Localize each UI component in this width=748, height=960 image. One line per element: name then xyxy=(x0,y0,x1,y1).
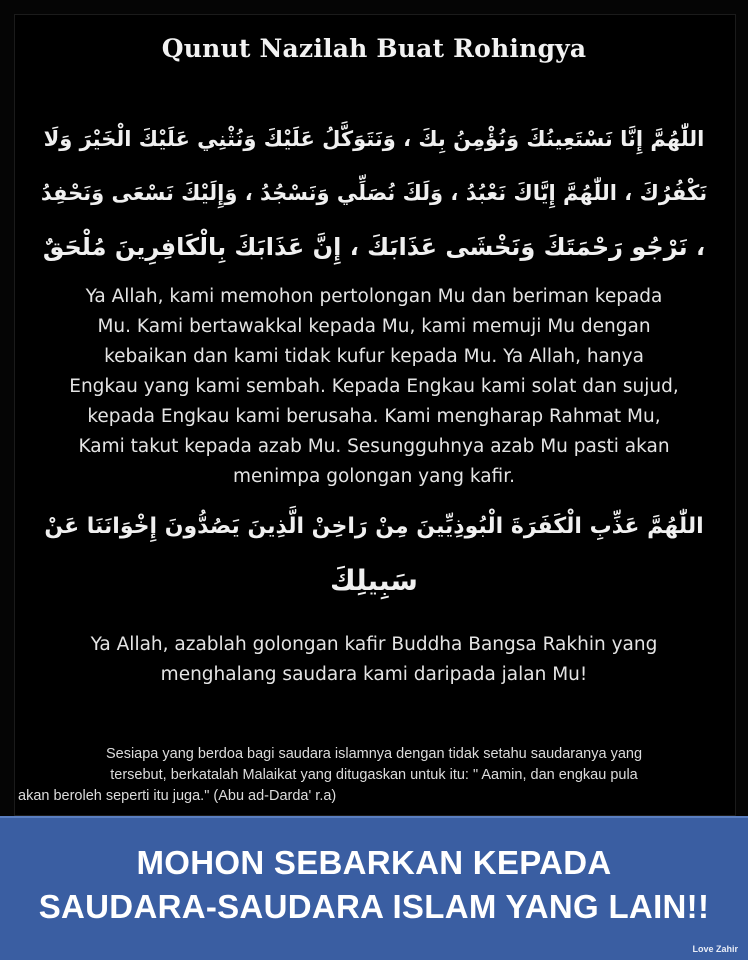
qunut-arabic-text xyxy=(40,112,708,274)
arabic-line: اللّٰهُمَّ إِنَّا نَسْتَعِينُكَ وَنُؤْمِنُ بِكَ ، وَنَتَوَكَّلُ عَلَيْكَ وَنُثْنِي عَلَيْكَ الْخَيْرَ وَلَا xyxy=(43,127,705,151)
arabic-line: نَكْفُرُكَ ، اللّٰهُمَّ إِيَّاكَ نَعْبُدُ ، وَلَكَ نُصَلِّي وَنَسْجُدُ ، وَإِلَيْكَ نَسْعَى وَنَحْفِدُ xyxy=(40,181,708,205)
share-banner xyxy=(0,816,748,960)
banner-headline-1: MOHON SEBARKAN KEPADA xyxy=(136,844,612,881)
arabic-line: اللّٰهُمَّ عَذِّبِ الْكَفَرَةَ الْبُوذِيِّينَ مِنْ رَاخِنْ الَّذِينَ يَصُدُّونَ إِخْوَانَنَا عَنْ xyxy=(44,514,704,539)
translation-line: Kami takut kepada azab Mu. Sesungguhnya azab Mu pasti akan xyxy=(78,436,670,457)
translation-line: kebaikan dan kami tidak kufur kepada Mu. Ya Allah, hanya xyxy=(104,346,644,367)
arabic-line: ، نَرْجُو رَحْمَتَكَ وَنَخْشَى عَذَابَكَ ، إِنَّ عَذَابَكَ بِالْكَافِرِينَ مُلْحَقٌ xyxy=(42,233,706,261)
hadith-quote xyxy=(18,744,730,807)
translation-line: Ya Allah, kami memohon pertolongan Mu dan beriman kepada xyxy=(85,286,663,307)
translation-line: menimpa golongan yang kafir. xyxy=(233,466,515,487)
doa-malay-translation xyxy=(20,630,728,690)
translation-line: kepada Engkau kami berusaha. Kami mengharap Rahmat Mu, xyxy=(87,406,661,427)
arabic-line: سَبِيلِكَ xyxy=(330,564,418,597)
translation-line: Ya Allah, azablah golongan kafir Buddha Bangsa Rakhin yang xyxy=(90,634,658,655)
translation-line: Engkau yang kami sembah. Kepada Engkau kami solat dan sujud, xyxy=(69,376,679,397)
hadith-line: akan beroleh seperti itu juga." (Abu ad-Darda' r.a) xyxy=(18,788,337,804)
qunut-malay-translation xyxy=(20,282,728,492)
translation-line: menghalang saudara kami daripada jalan Mu! xyxy=(160,664,588,685)
hadith-line: Sesiapa yang berdoa bagi saudara islamnya dengan tidak setahu saudaranya yang xyxy=(105,746,643,762)
translation-line: Mu. Kami bertawakkal kepada Mu, kami memuji Mu dengan xyxy=(97,316,651,337)
credit-signature: Love Zahir xyxy=(692,944,738,954)
banner-headline-2: SAUDARA-SAUDARA ISLAM YANG LAIN!! xyxy=(38,888,710,925)
hadith-line: tersebut, berkatalah Malaikat yang ditugaskan untuk itu: " Aamin, dan engkau pula xyxy=(110,767,638,783)
poster-title: Qunut Nazilah Buat Rohingya xyxy=(161,34,587,63)
doa-arabic-text xyxy=(40,500,708,608)
